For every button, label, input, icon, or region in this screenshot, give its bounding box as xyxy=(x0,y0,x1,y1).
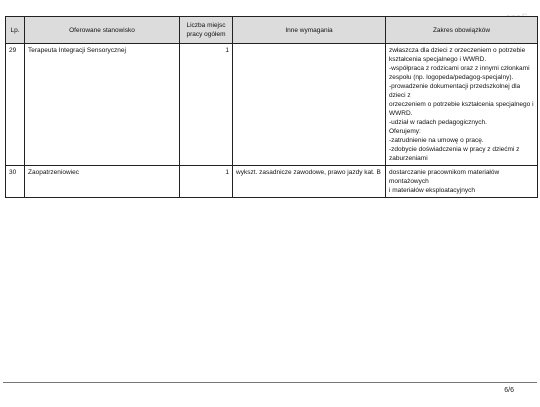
header-duties: Zakres obowiązków xyxy=(386,17,538,44)
header-count: Liczba miejsc pracy ogółem xyxy=(180,17,233,44)
header-lp: Lp. xyxy=(6,17,25,44)
cell-position: Terapeuta Integracji Sensorycznej xyxy=(25,44,180,166)
duty-line: -zatrudnienie na umowę o pracę. xyxy=(389,137,484,144)
duty-line: -udział w radach pedagogicznych. xyxy=(389,119,487,126)
duty-line: -zdobycie doświadczenia w pracy z dziećmi z xyxy=(389,146,520,153)
cell-duties xyxy=(386,44,538,166)
cell-lp: 29 xyxy=(6,44,25,166)
footer-divider xyxy=(3,382,537,383)
table-row xyxy=(6,166,538,198)
cell-duties xyxy=(386,166,538,198)
duty-line: kształcenia specjalnego i WWRD. xyxy=(389,56,487,63)
cell-requirements xyxy=(233,44,386,166)
duty-line: dostarczanie pracownikom materiałów montażowych xyxy=(389,169,500,185)
duty-line: -prowadzenie dokumentacji przedszkolnej dla dzieci z xyxy=(389,83,521,99)
duty-line: zespołu (np. logopeda/pedagog-specjalny). xyxy=(389,74,514,81)
cell-requirements: wykszt. zasadnicze zawodowe, prawo jazdy kat. B xyxy=(233,166,386,198)
cell-count: 1 xyxy=(180,166,233,198)
job-offers-table xyxy=(5,16,538,198)
duty-line: -współpraca z rodzicami oraz z innymi członkami xyxy=(389,65,530,72)
duty-line: orzeczeniem o potrzebie kształcenia specjalnego i xyxy=(389,101,534,108)
header-position: Oferowane stanowisko xyxy=(25,17,180,44)
cell-count: 1 xyxy=(180,44,233,166)
header-requirements: Inne wymagania xyxy=(233,17,386,44)
duty-line: Oferujemy: xyxy=(389,128,421,135)
cell-position: Zaopatrzeniowiec xyxy=(25,166,180,198)
cell-lp: 30 xyxy=(6,166,25,198)
table-header-row xyxy=(6,17,538,44)
duty-line: WWRD. xyxy=(389,110,413,117)
page-number: 6/6 xyxy=(504,387,514,394)
duty-line: zaburzeniami xyxy=(389,155,428,162)
table-row xyxy=(6,44,538,166)
duty-line: zwłaszcza dla dzieci z orzeczeniem o potrzebie xyxy=(389,47,526,54)
duty-line: i materiałów eksploatacyjnych xyxy=(389,187,475,194)
